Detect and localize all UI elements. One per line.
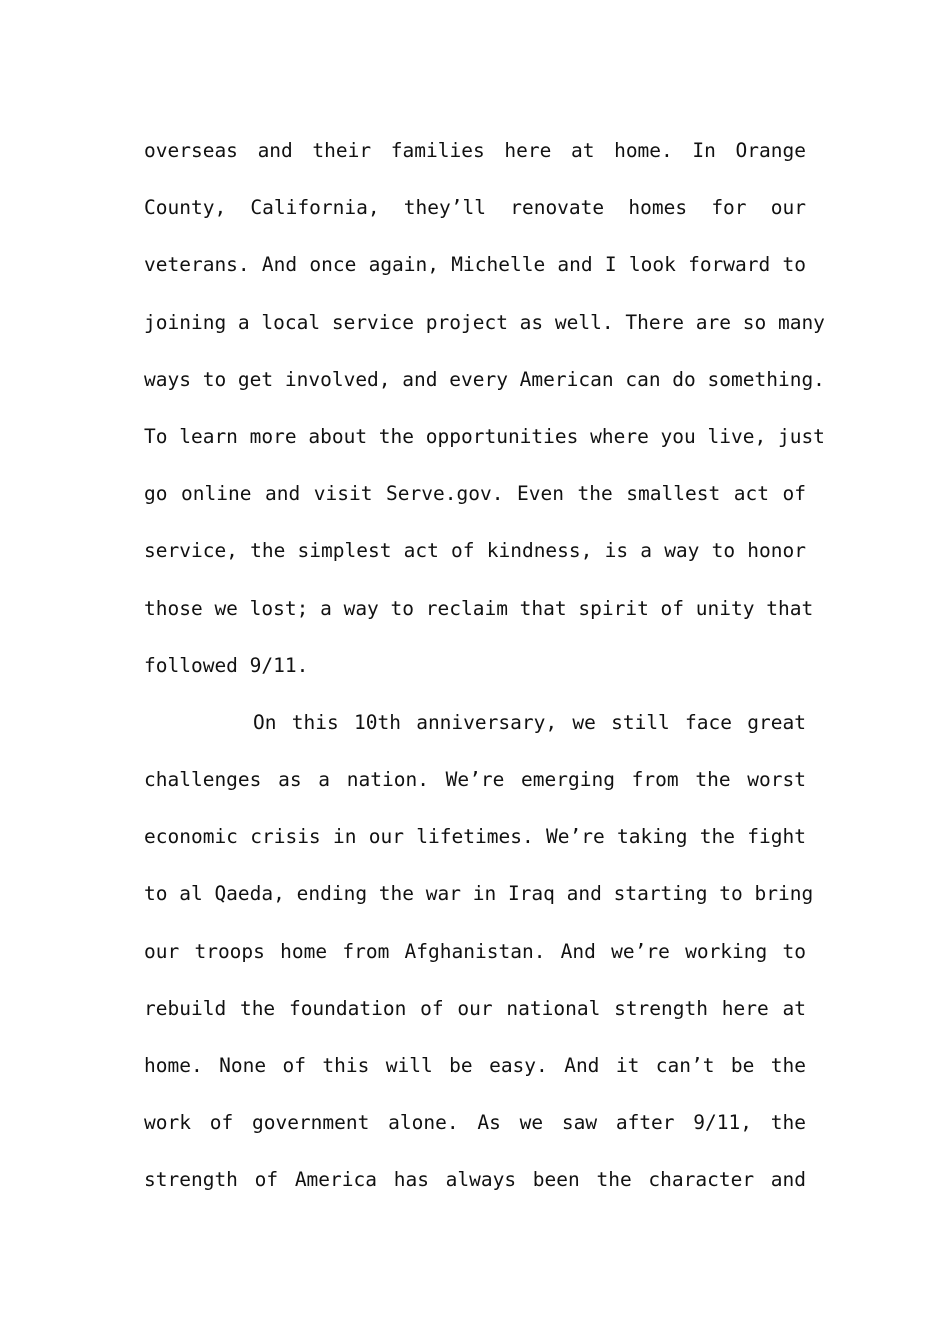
text-line: challenges as a nation. We’re emerging from the worst (144, 768, 806, 792)
text-line: To learn more about the opportunities where you live, just (144, 424, 825, 448)
text-line: County, California, they’ll renovate homes for our (144, 196, 806, 220)
text-line: joining a local service project as well. There are so many (144, 310, 825, 334)
text-line: those we lost; a way to reclaim that spirit of unity that (144, 596, 814, 620)
text-line: veterans. And once again, Michelle and I look forward to (144, 253, 806, 277)
text-line: overseas and their families here at home. In Orange (144, 139, 806, 162)
text-line: ways to get involved, and every American can do something. (144, 367, 825, 391)
text-line: service, the simplest act of kindness, is a way to honor (144, 539, 806, 563)
text-line: go online and visit Serve.gov. Even the smallest act of (144, 482, 806, 506)
text-line: work of government alone. As we saw after 9/11, the (144, 1111, 806, 1135)
body-text (144, 133, 825, 1220)
text-line: our troops home from Afghanistan. And we’re working to (144, 939, 806, 963)
text-line: rebuild the foundation of our national strength here at (144, 996, 806, 1020)
text-line: strength of America has always been the character and (144, 1168, 806, 1192)
text-line: economic crisis in our lifetimes. We’re taking the fight (144, 825, 806, 849)
text-line: to al Qaeda, ending the war in Iraq and starting to bring (144, 882, 814, 906)
paragraph-end-line: followed 9/11. (144, 653, 309, 677)
paragraph-first-line: On this 10th anniversary, we still face great (253, 710, 806, 734)
text-line: home. None of this will be easy. And it can’t be the (144, 1054, 806, 1077)
